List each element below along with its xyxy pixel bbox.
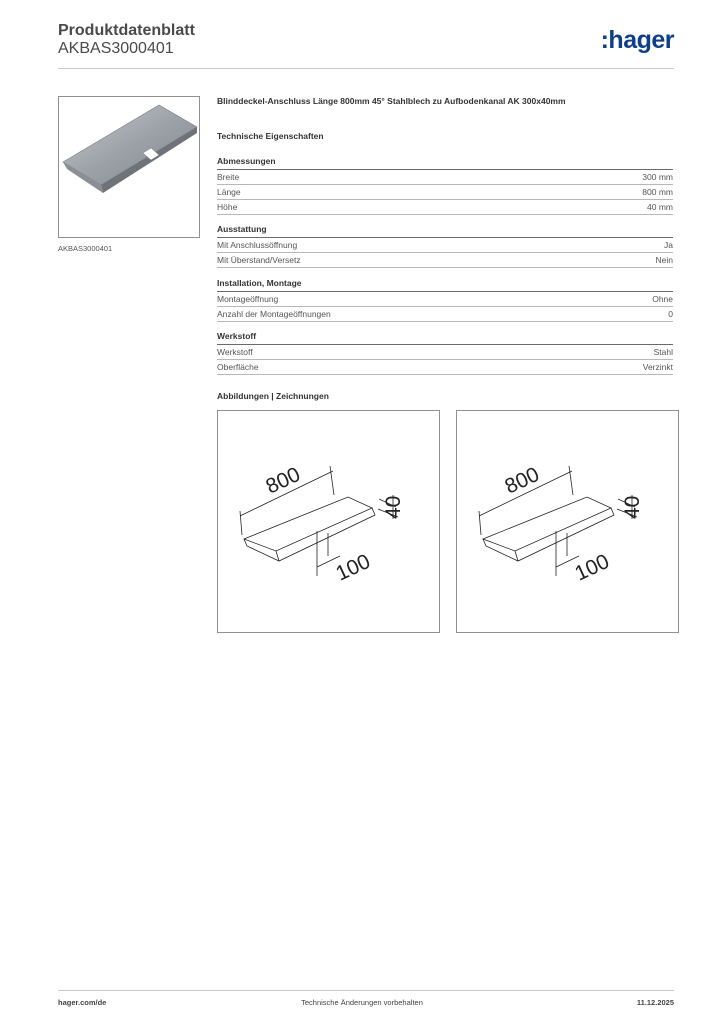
hager-logo: :hager [600, 26, 674, 54]
cover-plate-illustration [59, 97, 199, 237]
footer-notice: Technische Änderungen vorbehalten [301, 998, 423, 1007]
spec-row [217, 360, 673, 375]
spec-section-material [217, 331, 673, 375]
article-number: AKBAS3000401 [58, 40, 174, 57]
spec-value: Ja [664, 240, 673, 250]
spec-value: Nein [655, 255, 673, 265]
spec-row [217, 307, 673, 322]
spec-value: 800 mm [642, 187, 673, 197]
spec-section-installation [217, 278, 673, 322]
spec-label: Oberfläche [217, 362, 259, 372]
figures-heading: Abbildungen | Zeichnungen [217, 391, 329, 401]
spec-label: Länge [217, 187, 241, 197]
page-title: Produktdatenblatt [58, 22, 195, 39]
section-heading: Ausstattung [217, 224, 267, 234]
product-image [58, 96, 200, 238]
spec-row [217, 185, 673, 200]
height-dimension-label: 40 [382, 495, 405, 519]
spec-label: Montageöffnung [217, 294, 279, 304]
footer-date: 11.12.2025 [636, 998, 674, 1007]
spec-section-dimensions [217, 156, 673, 215]
spec-row [217, 200, 673, 215]
spec-row [217, 292, 673, 307]
spec-section-equipment [217, 224, 673, 268]
spec-row [217, 170, 673, 185]
spec-value: 0 [668, 309, 673, 319]
offset-dimension-label: 100 [571, 549, 613, 586]
dimension-drawing [218, 411, 439, 632]
spec-row [217, 253, 673, 268]
spec-value: Ohne [652, 294, 673, 304]
section-heading: Installation, Montage [217, 278, 302, 288]
spec-row [217, 238, 673, 253]
offset-dimension-label: 100 [332, 549, 374, 586]
product-image-caption: AKBAS3000401 [58, 244, 113, 253]
spec-label: Mit Überstand/Versetz [217, 255, 301, 265]
dimension-drawing [457, 411, 678, 632]
footer-divider [58, 990, 674, 991]
tech-heading: Technische Eigenschaften [217, 131, 324, 141]
spec-value: 300 mm [642, 172, 673, 182]
technical-drawing [217, 410, 440, 633]
length-dimension-label: 800 [501, 462, 543, 499]
spec-label: Anzahl der Montageöffnungen [217, 309, 331, 319]
section-heading: Abmessungen [217, 156, 276, 166]
spec-label: Mit Anschlussöffnung [217, 240, 298, 250]
product-description: Blinddeckel-Anschluss Länge 800mm 45° Stahlblech zu Aufbodenkanal AK 300x40mm [217, 96, 566, 106]
spec-label: Höhe [217, 202, 238, 212]
spec-value: 40 mm [647, 202, 673, 212]
spec-label: Breite [217, 172, 240, 182]
footer-website-link[interactable]: hager.com/de [58, 998, 107, 1007]
spec-value: Verzinkt [642, 362, 673, 372]
spec-value: Stahl [653, 347, 673, 357]
section-heading: Werkstoff [217, 331, 257, 341]
length-dimension-label: 800 [262, 462, 304, 499]
height-dimension-label: 40 [621, 495, 644, 519]
spec-label: Werkstoff [217, 347, 253, 357]
header-divider [58, 68, 674, 69]
spec-row [217, 345, 673, 360]
technical-drawing [456, 410, 679, 633]
